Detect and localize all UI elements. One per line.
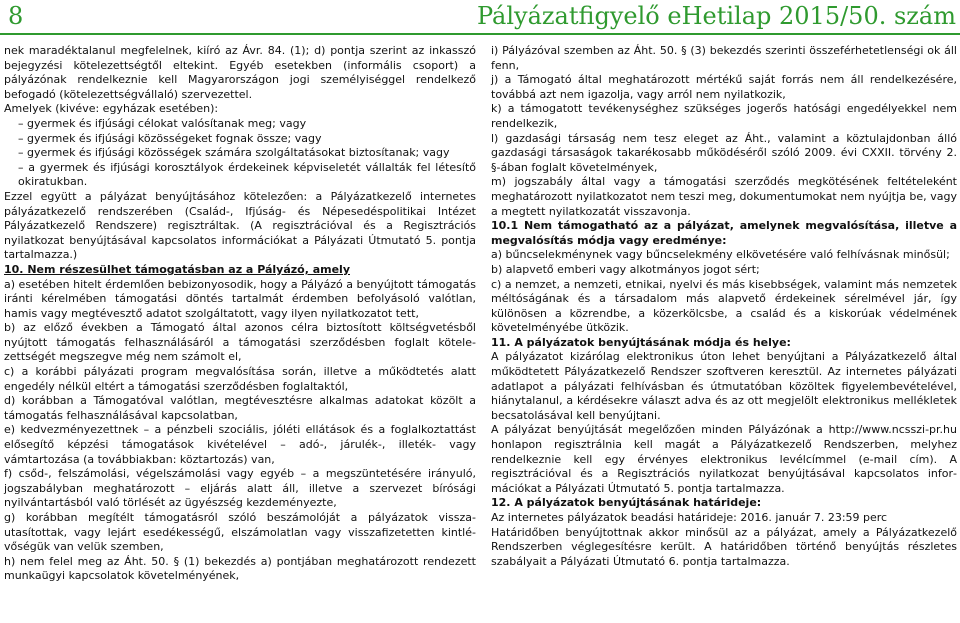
list-item: k) a támogatott tevékenységhez szükséges jogerős hatósági engedélyekkel nem rendelkezik, (491, 102, 957, 130)
list-item: – gyermek és ifjúsági közösségeket fognak össze; vagy (18, 131, 322, 145)
list-item: e) kedvezményezettnek – a pénzbeli szociális, jóléti ellátások és a foglalkoztattást elősegítő képzési támogatások kivételével – adó-, járulék-, illeték- vagy vámtartozása (a továbbiakban: köztartozás) van, (4, 423, 476, 466)
publication-title: Pályázatfigyelő eHetilap 2015/50. szám (476, 2, 956, 30)
list-item: f) csőd-, felszámolási, végelszámolási vagy egyéb – a megszüntetésére irányuló, jogszabályban meghatározott – eljárás alatt áll, illetve a szervezet bírósági nyilvántartásból való törlését az ügyészség kezdeményezte, (4, 467, 476, 510)
paragraph: A pályázat benyújtását megelőzően minden Pályázónak a http://www.ncsszi-pr.hu honlapon regisztrálnia kell magát a Pályázatkezelő Rendszerben, melyhez rendelkeznie kell egy érvényes elektronikus levélcímmel (e-mail cím). A regisztrációval és a Regisztrációs nyilatkozat benyújtásával kapcsolatos információkat a Pályázati Útmutató 5. pontja tartalmazza. (491, 423, 957, 495)
list-item: c) a korábbi pályázati program megvalósítása során, illetve a működtetés alatt engedély nélkül eltért a támogatási szerződésben foglaltaktól, (4, 365, 476, 393)
list-item: – a gyermek és ifjúsági korosztályok érdekeinek képviseletét vállalták fel létesítő okiratukban. (18, 160, 476, 189)
section-heading: 10. Nem részesülhet támogatásban az a Pályázó, amely (4, 262, 350, 276)
list-item: – gyermek és ifjúsági célokat valósítanak meg; vagy (18, 116, 307, 130)
list-item: b) az előző években a Támogató által azonos célra biztosított költségvetésből nyújtott támogatás felhasználásáról a támogatási szerződésben foglalt kötelezettségét megszegve még nem számolt el, (4, 321, 476, 364)
list-item: a) esetében hitelt érdemlően bebizonyosodik, hogy a Pályázó a benyújtott támogatás iránti kérelmében támogatási döntés tartalmát érdemben befolyásoló valótlan, hamis vagy megtévesztő adatot szolgáltatott, vagy ilyen nyilatkozatot tett, (4, 277, 476, 320)
list-item: h) nem felel meg az Áht. 50. § (1) bekezdés a) pontjában meghatározott rendezett munkaügyi kapcsolatok követelményének, (4, 554, 476, 583)
list-item: d) korábban a Támogatóval valótlan, megtévesztésre alkalmas adatokat közölt a támogatás felhasználásával kapcsolatban, (4, 394, 476, 422)
section-heading: 10.1 Nem támogatható az a pályázat, amelynek megvalósítása, illetve a megvalósítás módja vagy eredménye: (491, 219, 957, 247)
list-item: b) alapvető emberi vagy alkotmányos jogot sért; (491, 262, 760, 276)
paragraph: Ezzel együtt a pályázat benyújtásához kötelezően: a Pályázatkezelő internetes pályázatkezelő rendszerében (Család-, Ifjúság- és Népesedéspolitikai Intézet Pályázatkezelő Rendszere) regisztráltak. (A regisztrációval és a Regisztrációs nyilatkozat benyújtásával kapcsolatos információkat a Pályázati Útmutató 5. pontja tartalmazza.) (4, 189, 476, 262)
right-column (491, 44, 957, 569)
list-item: g) korábban megítélt támogatásról szóló beszámolóját a pályázatok visszautasítottak, vagy lejárt esedékességű, elszámolatlan vagy visszafizetetten kintlévőségük van velük szemben, (4, 511, 476, 554)
paragraph: nek maradéktalanul megfelelnek, kiíró az Ávr. 84. (1); d) pontja szerint az inkasszó bejegyzési kötelezettségtől eltekint. Egyéb esetekben (informális csoport) a pályázónak rendelkeznie kell Magyarországon jogi személyiséggel rendelkező befogadó (kötelezettségvállaló) szervezettel. (4, 44, 476, 101)
list-item: – gyermek és ifjúsági közösségek számára szolgáltatásokat biztosítanak; vagy (18, 146, 450, 160)
section-heading: 12. A pályázatok benyújtásának határideje: (491, 496, 762, 510)
paragraph: Határidőben benyújtottnak akkor minősül az a pályázat, amely a Pályázatkezelő Rendszerben véglegesítésre került. A határidőben történő benyújtás részletes szabályait a Pályázati Útmutató 6. pontja tartalmazza. (491, 525, 957, 568)
list-item: l) gazdasági társaság nem tesz eleget az Áht., valamint a köztulajdonban álló gazdasági társaságok takarékosabb működéséről szóló 2009. évi CXXII. törvény 2. §-ában foglalt követelmények, (491, 131, 957, 174)
paragraph: Amelyek (kivéve: egyházak esetében): (4, 102, 219, 116)
list-item: i) Pályázóval szemben az Áht. 50. § (3) bekezdés szerinti összeférhetetlenségi ok áll fenn, (491, 44, 957, 72)
page-header (0, 0, 960, 36)
left-column (4, 44, 476, 584)
paragraph: Az internetes pályázatok beadási határideje: 2016. január 7. 23:59 perc (491, 511, 888, 524)
list-item: c) a nemzet, a nemzeti, etnikai, nyelvi és más kisebbségek, valamint más nemzetek méltóságának és a társadalom más alapvető érdekeinek sérelmével jár, így különösen a közrendbe, a közerkölcsbe, a család és a kiskorúak védelmének követelményébe ütközik. (491, 277, 957, 335)
page-number: 8 (8, 2, 24, 30)
paragraph: A pályázatot kizárólag elektronikus úton lehet benyújtani a Pályázatkezelő által működtetett Pályázatkezelő Rendszer szoftveren keresztül. Az internetes pályázati adatlapot a pályázati felhívásban és útmutatóban közöltek figyelembevételével, hiánytalanul, a kérdésekre választ adva és az ott megjelölt elektronikus mellékletek becsatolásával kell benyújtani. (491, 350, 957, 422)
list-item: j) a Támogató által meghatározott mértékű saját forrás nem áll rendelkezésére, továbbá azt nem igazolja, vagy arról nem nyilatkozik, (491, 73, 957, 101)
list-item: m) jogszabály által vagy a támogatási szerződés megkötésének feltételeként meghatározott nyilatkozatot nem teszi meg, dokumentumokat nem nyújtja be, vagy a megtett nyilatkozatát visszavonja. (491, 175, 957, 218)
section-heading: 11. A pályázatok benyújtásának módja és helye: (491, 335, 791, 349)
header-rule (0, 33, 960, 35)
list-item: a) bűncselekménynek vagy bűncselekmény elkövetésére való felhívásnak minősül; (491, 248, 950, 262)
